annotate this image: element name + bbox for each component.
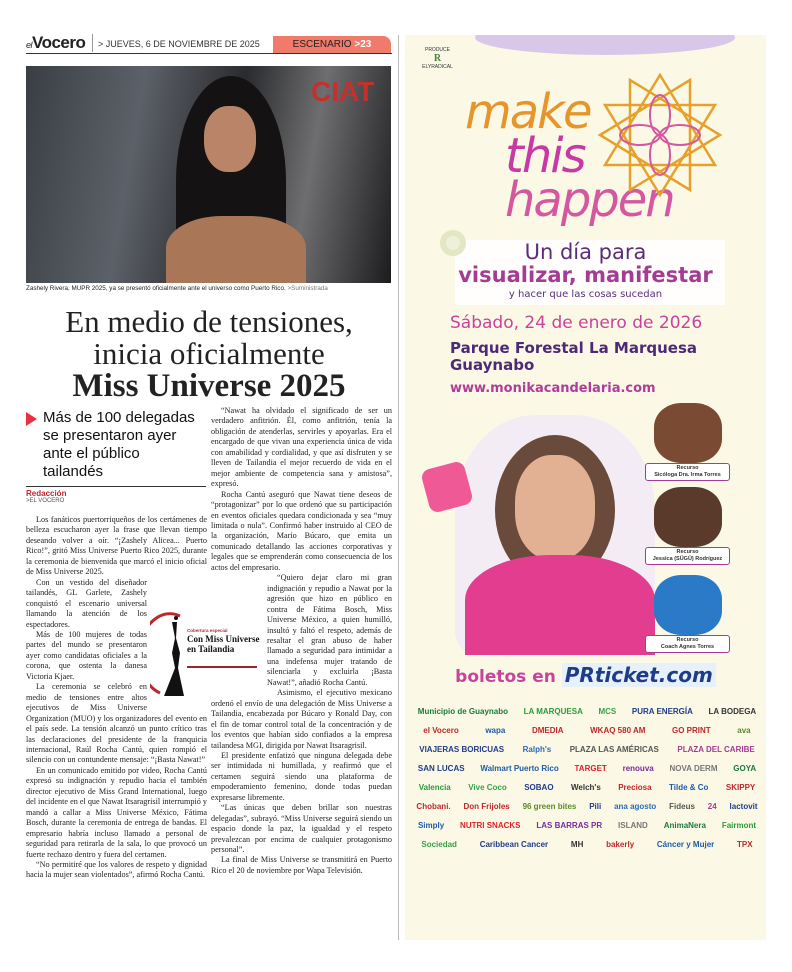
sponsor-logo: MCS xyxy=(598,707,617,716)
article-column-2: “Nawat ha olvidado el significado de ser un verdadero anfitrión. Él, como anfitrión, tenía la obligación de atenderlas, servirles y apoyarlas. Era el encargado de que vivan una experiencia única de vida con amabilidad y cordialidad, y que así disfruten y se lleven de Tailandia el mejor recuerdo de vida en el mejor ambiente de competencia sana y amistosa”, expresó. Rocha Cantú aseguró que Nawat tiene deseos de “protagonizar” por lo que ordenó que su participación en eventos oficiales quedara condicionada y sea “muy limitada o nula”. Confirmó haber instruido al CEO de la organización, Mario Búcaro, que emita un comunicado detallando las acciones corporativas y legales que se emprenderán como consecuencia de los actos del empresario. “Quiero dejar claro mi gran indignación y repudio a Nawat por la agresión que hizo en público en contra de Fátima Bosch, Miss Universe México, a quien humilló, insultó y faltó el respeto, además de resaltar el gran abuso de haber llamado a seguridad para intimidar a una indefensa mujer tratando de silenciarla y excluirla ¡Basta Nawat!”, añadió Rocha Cantú. Asimismo, el ejecutivo mexicano ordenó el envío de una delegación de Miss Universe a Tailandia, encabezada por Búcaro y Ronald Day, con el fin de tomar control total de la concentración y de los eventos que habían sido confiados a la empresa tailandesa MGI, dirigida por Nawat Itsaragrisil. El presidente enfatizó que ninguna delegada debe ser intimidada ni humillada, y reafirmó que el certamen seguirá siendo una plataforma de empoderamiento femenino, donde todas puedan expresarse libremente. “Las únicas que deben brillar son nuestras delegadas”, subrayó. “Miss Universe seguirá siendo un espacio donde la paz, la igualdad y el respeto prevalezcan por encima de cualquier protagonismo personal”. La final de Miss Universe se transmitirá en Puerto Rico el 20 de noviembre por Wapa Televisión. xyxy=(211,406,392,875)
sponsor-logo: PURA ENERGÍA xyxy=(631,707,693,716)
sponsor-logo: WKAQ 580 AM xyxy=(590,726,646,735)
sponsor-logo: Valencia xyxy=(418,783,451,792)
event-venue: Parque Forestal La Marquesa Guaynabo xyxy=(450,339,698,374)
sponsor-logo: PLAZA DEL CARIBE xyxy=(677,745,755,754)
event-website-link[interactable]: www.monikacandelaria.com xyxy=(450,381,656,396)
sponsor-logo: LA BODEGA xyxy=(708,707,757,716)
ticket-site-link[interactable]: PRticket.com xyxy=(562,663,716,687)
special-coverage-emblem: Cobertura especial Con Miss Universe en Tailandia xyxy=(150,608,265,704)
sponsor-logo: Walmart Puerto Rico xyxy=(480,764,559,773)
sponsor-logo: Pili xyxy=(589,802,602,811)
event-title: make this happen xyxy=(465,84,674,228)
resource-speaker: Recurso Jessica (SÜGÜ) Rodríguez xyxy=(645,487,730,565)
sponsor-logo: Welch's xyxy=(571,783,601,792)
header-rule xyxy=(26,53,392,54)
sponsor-logo: LA MARQUESA xyxy=(523,707,583,716)
sponsor-logo: ISLAND xyxy=(618,821,648,830)
sponsor-logo: DMEDIA xyxy=(531,726,564,735)
sponsor-logo: GO PRINT xyxy=(672,726,711,735)
section-tab: ESCENARIO >23 xyxy=(273,36,391,53)
sponsor-logo: Tilde & Co xyxy=(669,783,709,792)
sponsor-logo: wapa xyxy=(485,726,506,735)
sponsor-logo: ana agosto xyxy=(614,802,657,811)
article-photo xyxy=(26,66,391,283)
sponsor-logo: SOBAO xyxy=(524,783,554,792)
sponsor-logo: renouva xyxy=(622,764,654,773)
sponsor-logo: NUTRI SNACKS xyxy=(460,821,521,830)
tickets-line: boletos en PRticket.com xyxy=(405,663,766,687)
issue-date: > JUEVES, 6 DE NOVIEMBRE DE 2025 xyxy=(98,39,260,49)
sponsor-logo: Ralph's xyxy=(522,745,552,754)
backdrop-sign: CIAT xyxy=(311,76,375,107)
sponsor-logo: Vive Coco xyxy=(468,783,507,792)
producer-logo: PRODUCE R ELYRADICAL xyxy=(422,47,453,70)
photo-caption: Zashely Rivera, MUPR 2025, ya se presentó oficialmente ante el universo como Puerto Rico. >Suministrada xyxy=(26,285,328,292)
subheadline: Más de 100 delegadas se presentaron ayer ante el público tailandés xyxy=(26,409,201,481)
sponsor-logo: LAS BARRAS PR xyxy=(536,821,603,830)
sponsor-logo: VIAJERAS BORICUAS xyxy=(419,745,505,754)
sponsor-logo: Fideus xyxy=(669,802,695,811)
header-separator xyxy=(92,34,93,52)
sponsor-logo: Sociedad xyxy=(421,840,457,849)
sponsor-logo: lactovit xyxy=(729,802,758,811)
sponsor-logo: Chobani. xyxy=(416,802,451,811)
resource-speaker: Recurso Sicóloga Dra. Irma Torres xyxy=(645,403,730,481)
mandala-star-icon xyxy=(595,70,725,200)
sponsor-logo: GOYA xyxy=(733,764,757,773)
advertisement: PRODUCE R ELYRADICAL make this happen Un día para visualizar, manifestar y hacer que las cosas sucedan Sábado, 24 de enero de 2026 Parque Forestal La Marquesa Guaynabo www.monikacandelaria.com Recurso Sicóloga Dra. Irma Torres Recurso Jessica (SÜGÜ) Rodríguez Recurso Coach Agnes Torres boletos en PRticket.com Municipio de Guaynabo LA MARQUESA MCS PURA ENERGÍA LA BODEGA el Vocero wapa DMEDIA WKAQ 580 AM GO PRINT ava VIAJERAS BORICUAS Ralph's PLAZA LAS AMÉRICAS PLAZA DEL CARIBE SAN LUCAS Walmart Puerto Rico TARGET renouva NOVA DERM GOYA Valencia Vive Coco SOBAO Welch's Preciosa Tilde & Co SKIPPY Chobani. Don Frijoles 96 green bites Pili ana agosto Fideus 24 lactovit Simply NUTRI SNACKS LAS BARRAS PR ISLAND AnimaNera Fairmont Sociedad Caribbean Cancer MH bakerly Cáncer y Mujer TPX xyxy=(405,35,766,940)
sponsor-logo: bakerly xyxy=(606,840,635,849)
sponsor-logo: TARGET xyxy=(574,764,607,773)
sponsor-logo: MH xyxy=(570,840,584,849)
event-date: Sábado, 24 de enero de 2026 xyxy=(450,313,703,333)
sponsor-logo: 24 xyxy=(707,802,717,811)
sponsor-logo: PLAZA LAS AMÉRICAS xyxy=(569,745,659,754)
sponsor-logo: Caribbean Cancer xyxy=(479,840,549,849)
headline: En medio de tensiones, inicia oficialmente Miss Universe 2025 xyxy=(65,304,353,404)
sponsor-logo: Don Frijoles xyxy=(463,802,510,811)
sponsor-logo: ava xyxy=(737,726,751,735)
column-divider xyxy=(398,35,399,940)
byline: Redacción >EL VOCERO xyxy=(26,486,206,504)
sponsor-logo: SKIPPY xyxy=(725,783,756,792)
sponsor-logo: Fairmont xyxy=(721,821,757,830)
resource-speaker: Recurso Coach Agnes Torres xyxy=(645,575,730,653)
sponsor-logo: Municipio de Guaynabo xyxy=(417,707,509,716)
sponsor-logo: AnimaNera xyxy=(663,821,706,830)
article-column-1: Los fanáticos puertorriqueños de los certámenes de belleza escucharon ayer la frase que llevan tiempo deseando volver a oír. “¡Zashely Alicea... Puerto Rico!”, gritó Miss Universe Puerto Rico 2025, durante la ceremonia de bienvenida que marcó el inicio oficial de Miss Universe 2025. Con un vestido del diseñador tailandés, GL Garlete, Zashely conquistó el escenario universal llamando la atención de los espectadores. Más de 100 mujeres de todas partes del mundo se presentaron ayer como candidatas oficiales a la corona, que ostenta la danesa Victoria Kjaer. La ceremonia se celebró en medio de tensiones entre altos ejecutivos de Miss Universe Organization (MUO) y los organizadores del evento en el país sede. La tensión alcanzó un punto crítico tras las declaraciones del presidente de la franquicia internacional, Raúl Rocha Cantú, quien rompió el silencio con un contundente mensaje: “¡Basta Nawat!” En un comunicado emitido por video, Rocha Cantú expresó su indignación y repudio hacia el también director ejecutivo de Miss Grand International, luego del incidente en el que Nawat Itsaragrisil interrumpió y mandó a callar a Miss Universe México, Fátima Bosch, durante la ceremonia de entrega de bandas. El empresario habría incluso llamado a personal de seguridad para retirarla de la sala, lo que provocó un fuerte rechazo dentro y fuera del certamen. “No permitiré que los valores de respeto y dignidad hacia la mujer sean violentados”, afirmó Rocha Cantú. xyxy=(26,515,207,880)
sponsor-logo: NOVA DERM xyxy=(669,764,718,773)
sponsor-logos xyxy=(413,705,761,851)
sponsor-logo: el Vocero xyxy=(423,726,459,735)
miss-universe-silhouette-icon xyxy=(150,608,190,704)
sponsor-logo: Simply xyxy=(417,821,445,830)
arrow-icon xyxy=(26,412,37,426)
sponsor-logo: TPX xyxy=(737,840,753,849)
newspaper-logo: elVocero xyxy=(26,33,86,52)
sponsor-logo: SAN LUCAS xyxy=(417,764,465,773)
sponsor-logo: Preciosa xyxy=(618,783,652,792)
sponsor-logo: Cáncer y Mujer xyxy=(656,840,715,849)
sponsor-logo: 96 green bites xyxy=(522,802,577,811)
